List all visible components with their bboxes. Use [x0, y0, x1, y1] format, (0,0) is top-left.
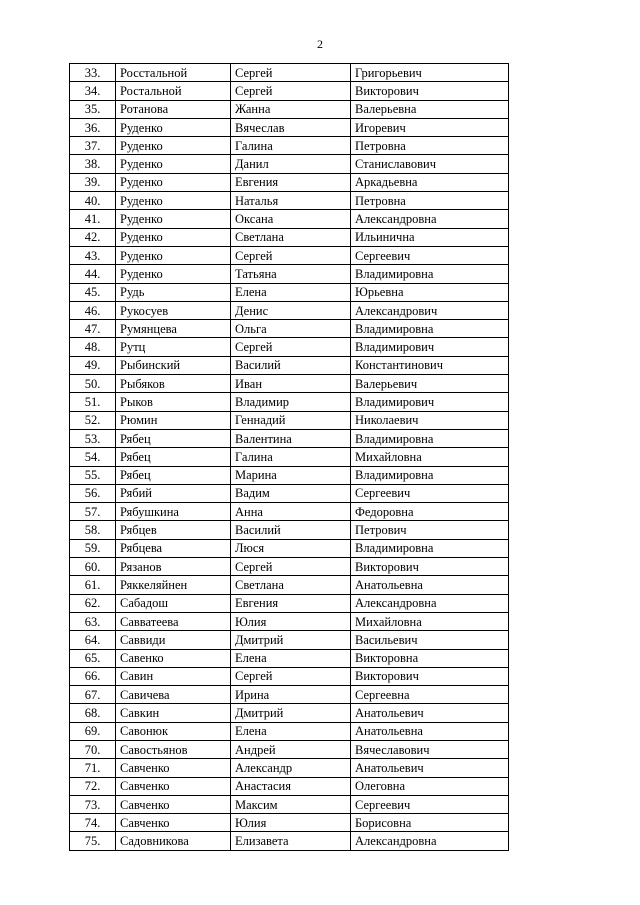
surname-cell: Руденко [116, 246, 231, 264]
table-row [70, 228, 509, 246]
patronymic-cell: Михайловна [351, 612, 509, 630]
table-row [70, 521, 509, 539]
first-name-cell: Елена [231, 283, 351, 301]
row-number-cell: 33. [70, 64, 116, 82]
first-name-cell: Сергей [231, 82, 351, 100]
row-number-cell: 75. [70, 832, 116, 850]
names-table-body [70, 64, 509, 851]
row-number-cell: 38. [70, 155, 116, 173]
first-name-cell: Оксана [231, 210, 351, 228]
table-row [70, 301, 509, 319]
surname-cell: Ростальной [116, 82, 231, 100]
surname-cell: Рудь [116, 283, 231, 301]
patronymic-cell: Петровна [351, 192, 509, 210]
surname-cell: Савченко [116, 759, 231, 777]
row-number-cell: 56. [70, 484, 116, 502]
row-number-cell: 63. [70, 612, 116, 630]
surname-cell: Рязанов [116, 558, 231, 576]
row-number-cell: 57. [70, 503, 116, 521]
patronymic-cell: Владимировна [351, 466, 509, 484]
first-name-cell: Василий [231, 356, 351, 374]
row-number-cell: 62. [70, 594, 116, 612]
patronymic-cell: Васильевич [351, 631, 509, 649]
first-name-cell: Сергей [231, 246, 351, 264]
surname-cell: Румянцева [116, 320, 231, 338]
row-number-cell: 41. [70, 210, 116, 228]
first-name-cell: Светлана [231, 228, 351, 246]
patronymic-cell: Аркадьевна [351, 173, 509, 191]
surname-cell: Рукосуев [116, 301, 231, 319]
table-row [70, 832, 509, 850]
table-row [70, 484, 509, 502]
row-number-cell: 74. [70, 814, 116, 832]
row-number-cell: 50. [70, 375, 116, 393]
row-number-cell: 69. [70, 722, 116, 740]
first-name-cell: Юлия [231, 612, 351, 630]
surname-cell: Рябец [116, 466, 231, 484]
table-row [70, 411, 509, 429]
table-row [70, 265, 509, 283]
patronymic-cell: Викторович [351, 667, 509, 685]
patronymic-cell: Владимирович [351, 338, 509, 356]
patronymic-cell: Владимировна [351, 265, 509, 283]
table-row [70, 576, 509, 594]
first-name-cell: Александр [231, 759, 351, 777]
patronymic-cell: Ильинична [351, 228, 509, 246]
row-number-cell: 48. [70, 338, 116, 356]
first-name-cell: Вячеслав [231, 118, 351, 136]
table-row [70, 466, 509, 484]
surname-cell: Рябий [116, 484, 231, 502]
row-number-cell: 36. [70, 118, 116, 136]
surname-cell: Савостьянов [116, 740, 231, 758]
patronymic-cell: Владимировна [351, 320, 509, 338]
patronymic-cell: Олеговна [351, 777, 509, 795]
row-number-cell: 51. [70, 393, 116, 411]
row-number-cell: 46. [70, 301, 116, 319]
row-number-cell: 73. [70, 795, 116, 813]
table-row [70, 686, 509, 704]
table-row [70, 155, 509, 173]
surname-cell: Руденко [116, 118, 231, 136]
surname-cell: Рыбинский [116, 356, 231, 374]
patronymic-cell: Михайловна [351, 448, 509, 466]
first-name-cell: Геннадий [231, 411, 351, 429]
patronymic-cell: Валерьевна [351, 100, 509, 118]
surname-cell: Ротанова [116, 100, 231, 118]
first-name-cell: Татьяна [231, 265, 351, 283]
patronymic-cell: Игоревич [351, 118, 509, 136]
surname-cell: Савченко [116, 795, 231, 813]
table-row [70, 448, 509, 466]
patronymic-cell: Владимирович [351, 393, 509, 411]
patronymic-cell: Николаевич [351, 411, 509, 429]
table-row [70, 722, 509, 740]
table-row [70, 429, 509, 447]
first-name-cell: Сергей [231, 64, 351, 82]
patronymic-cell: Александровна [351, 832, 509, 850]
patronymic-cell: Федоровна [351, 503, 509, 521]
table-row [70, 393, 509, 411]
row-number-cell: 59. [70, 539, 116, 557]
surname-cell: Руденко [116, 137, 231, 155]
row-number-cell: 52. [70, 411, 116, 429]
patronymic-cell: Константинович [351, 356, 509, 374]
row-number-cell: 39. [70, 173, 116, 191]
patronymic-cell: Викторович [351, 82, 509, 100]
first-name-cell: Владимир [231, 393, 351, 411]
table-row [70, 558, 509, 576]
first-name-cell: Сергей [231, 558, 351, 576]
patronymic-cell: Александрович [351, 301, 509, 319]
surname-cell: Савкин [116, 704, 231, 722]
surname-cell: Ряккеляйнен [116, 576, 231, 594]
row-number-cell: 40. [70, 192, 116, 210]
table-row [70, 704, 509, 722]
patronymic-cell: Григорьевич [351, 64, 509, 82]
patronymic-cell: Сергеевич [351, 246, 509, 264]
table-row [70, 137, 509, 155]
first-name-cell: Дмитрий [231, 631, 351, 649]
surname-cell: Руденко [116, 173, 231, 191]
row-number-cell: 71. [70, 759, 116, 777]
page-number: 2 [317, 37, 323, 51]
first-name-cell: Вадим [231, 484, 351, 502]
table-row [70, 539, 509, 557]
table-row [70, 82, 509, 100]
patronymic-cell: Сергеевна [351, 686, 509, 704]
row-number-cell: 45. [70, 283, 116, 301]
row-number-cell: 43. [70, 246, 116, 264]
first-name-cell: Евгения [231, 173, 351, 191]
patronymic-cell: Петрович [351, 521, 509, 539]
table-row [70, 192, 509, 210]
table-row [70, 667, 509, 685]
row-number-cell: 49. [70, 356, 116, 374]
table-row [70, 631, 509, 649]
row-number-cell: 65. [70, 649, 116, 667]
first-name-cell: Елизавета [231, 832, 351, 850]
row-number-cell: 34. [70, 82, 116, 100]
patronymic-cell: Борисовна [351, 814, 509, 832]
first-name-cell: Светлана [231, 576, 351, 594]
surname-cell: Савин [116, 667, 231, 685]
patronymic-cell: Викторович [351, 558, 509, 576]
row-number-cell: 53. [70, 429, 116, 447]
table-row [70, 173, 509, 191]
row-number-cell: 58. [70, 521, 116, 539]
surname-cell: Савченко [116, 777, 231, 795]
table-row [70, 100, 509, 118]
table-row [70, 740, 509, 758]
patronymic-cell: Александровна [351, 210, 509, 228]
patronymic-cell: Владимировна [351, 539, 509, 557]
first-name-cell: Василий [231, 521, 351, 539]
surname-cell: Руденко [116, 210, 231, 228]
first-name-cell: Иван [231, 375, 351, 393]
table-row [70, 594, 509, 612]
table-row [70, 649, 509, 667]
first-name-cell: Анастасия [231, 777, 351, 795]
row-number-cell: 72. [70, 777, 116, 795]
patronymic-cell: Юрьевна [351, 283, 509, 301]
table-row [70, 320, 509, 338]
surname-cell: Рябушкина [116, 503, 231, 521]
patronymic-cell: Петровна [351, 137, 509, 155]
surname-cell: Рыбяков [116, 375, 231, 393]
surname-cell: Руденко [116, 155, 231, 173]
table-row [70, 118, 509, 136]
table-row [70, 503, 509, 521]
patronymic-cell: Сергеевич [351, 795, 509, 813]
first-name-cell: Марина [231, 466, 351, 484]
first-name-cell: Наталья [231, 192, 351, 210]
row-number-cell: 61. [70, 576, 116, 594]
row-number-cell: 67. [70, 686, 116, 704]
patronymic-cell: Сергеевич [351, 484, 509, 502]
first-name-cell: Анна [231, 503, 351, 521]
row-number-cell: 60. [70, 558, 116, 576]
table-row [70, 375, 509, 393]
table-row [70, 338, 509, 356]
first-name-cell: Люся [231, 539, 351, 557]
patronymic-cell: Викторовна [351, 649, 509, 667]
surname-cell: Савватеева [116, 612, 231, 630]
table-row [70, 777, 509, 795]
patronymic-cell: Анатольевна [351, 576, 509, 594]
patronymic-cell: Анатольевич [351, 704, 509, 722]
surname-cell: Савченко [116, 814, 231, 832]
surname-cell: Савонюк [116, 722, 231, 740]
first-name-cell: Елена [231, 722, 351, 740]
table-row [70, 246, 509, 264]
row-number-cell: 42. [70, 228, 116, 246]
surname-cell: Рябец [116, 448, 231, 466]
surname-cell: Садовникова [116, 832, 231, 850]
first-name-cell: Валентина [231, 429, 351, 447]
row-number-cell: 54. [70, 448, 116, 466]
table-row [70, 283, 509, 301]
table-row [70, 795, 509, 813]
first-name-cell: Жанна [231, 100, 351, 118]
surname-cell: Рюмин [116, 411, 231, 429]
row-number-cell: 55. [70, 466, 116, 484]
table-row [70, 210, 509, 228]
table-row [70, 356, 509, 374]
surname-cell: Саввиди [116, 631, 231, 649]
first-name-cell: Ирина [231, 686, 351, 704]
row-number-cell: 64. [70, 631, 116, 649]
surname-cell: Руденко [116, 192, 231, 210]
row-number-cell: 66. [70, 667, 116, 685]
row-number-cell: 68. [70, 704, 116, 722]
first-name-cell: Максим [231, 795, 351, 813]
surname-cell: Савичева [116, 686, 231, 704]
first-name-cell: Елена [231, 649, 351, 667]
first-name-cell: Ольга [231, 320, 351, 338]
first-name-cell: Андрей [231, 740, 351, 758]
surname-cell: Савенко [116, 649, 231, 667]
first-name-cell: Дмитрий [231, 704, 351, 722]
table-row [70, 612, 509, 630]
surname-cell: Рутц [116, 338, 231, 356]
surname-cell: Рябцев [116, 521, 231, 539]
first-name-cell: Галина [231, 448, 351, 466]
first-name-cell: Юлия [231, 814, 351, 832]
patronymic-cell: Анатольевна [351, 722, 509, 740]
row-number-cell: 44. [70, 265, 116, 283]
surname-cell: Росстальной [116, 64, 231, 82]
patronymic-cell: Владимировна [351, 429, 509, 447]
patronymic-cell: Анатольевич [351, 759, 509, 777]
patronymic-cell: Валерьевич [351, 375, 509, 393]
surname-cell: Рябцева [116, 539, 231, 557]
row-number-cell: 35. [70, 100, 116, 118]
surname-cell: Руденко [116, 228, 231, 246]
row-number-cell: 47. [70, 320, 116, 338]
surname-cell: Рябец [116, 429, 231, 447]
patronymic-cell: Александровна [351, 594, 509, 612]
first-name-cell: Евгения [231, 594, 351, 612]
surname-cell: Сабадош [116, 594, 231, 612]
first-name-cell: Данил [231, 155, 351, 173]
first-name-cell: Денис [231, 301, 351, 319]
first-name-cell: Сергей [231, 338, 351, 356]
names-table [69, 63, 509, 851]
table-row [70, 64, 509, 82]
patronymic-cell: Станиславович [351, 155, 509, 173]
first-name-cell: Сергей [231, 667, 351, 685]
first-name-cell: Галина [231, 137, 351, 155]
surname-cell: Рыков [116, 393, 231, 411]
table-row [70, 814, 509, 832]
surname-cell: Руденко [116, 265, 231, 283]
patronymic-cell: Вячеславович [351, 740, 509, 758]
row-number-cell: 70. [70, 740, 116, 758]
table-row [70, 759, 509, 777]
row-number-cell: 37. [70, 137, 116, 155]
